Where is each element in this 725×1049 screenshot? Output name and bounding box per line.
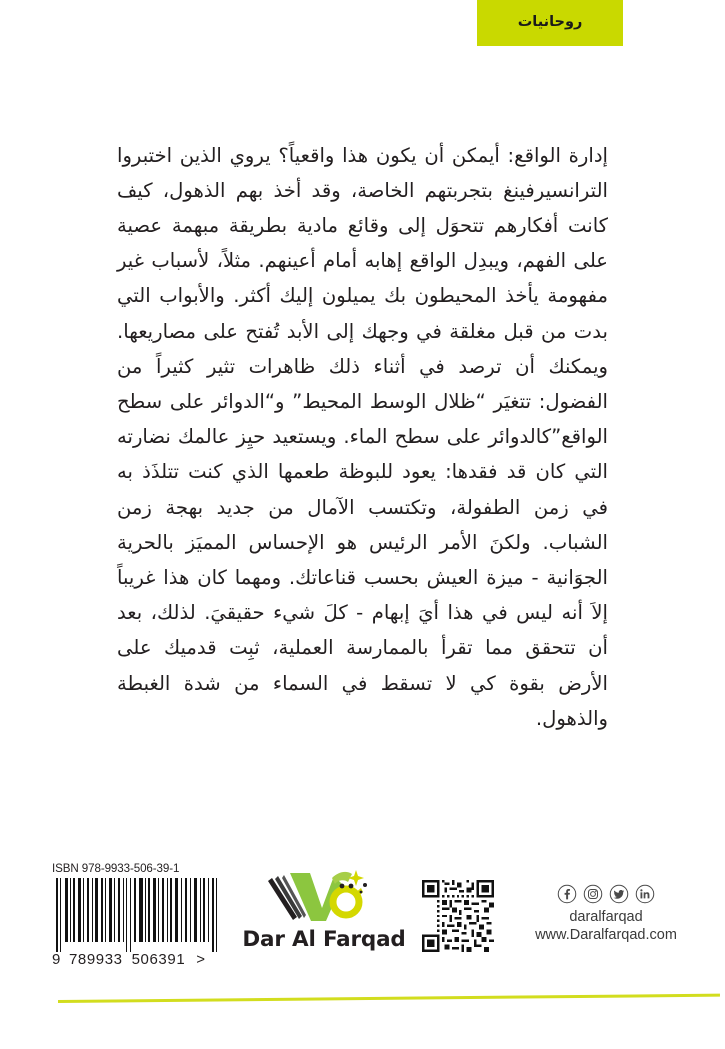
category-banner [477,0,623,46]
barcode-digits [52,951,230,968]
qr-code-block[interactable] [422,880,494,952]
barcode-digit-group1: 789933 [68,951,123,968]
barcode-digit-lead: 9 [52,951,61,968]
instagram-icon[interactable] [583,884,603,904]
website-url[interactable]: www.Daralfarqad.com [535,927,677,944]
facebook-icon[interactable] [557,884,577,904]
social-icons-row [508,884,704,904]
barcode-digit-trailing: > [196,951,206,968]
isbn-label: ISBN 978-9933-506-39-1 [52,862,180,875]
isbn-block [52,862,230,968]
publisher-name: Dar Al Farqad [242,927,406,952]
social-handle: daralfarqad [569,909,643,925]
linkedin-icon[interactable] [635,884,655,904]
footer [0,858,725,998]
qr-code-icon[interactable] [422,880,494,952]
barcode-image [52,878,222,952]
twitter-icon[interactable] [609,884,629,904]
category-label: روحانيات [517,13,583,30]
barcode-digit-group2: 506391 [131,951,186,968]
publisher-block [236,866,412,952]
open-book-v-logo-icon [266,866,382,926]
blurb-text: إدارة الواقع: أيمكن أن يكون هذا واقعياً؟ يروي الذين اختبروا الترانسيرفينغ بتجربتهم الخاصة، وقد أخذ بهم الذهول، كيف كانت أفكارهم تتحوَل إلى وقائع مادية بطريقة مبهمة عصية على الفهم، ويبدِل الواقع إهابه أمام أعينهم. مثلاً، لأسباب غير مفهومة يأخذ المحيطون بك يميلون إليك أكثر. والأبواب التي بدت من قبل مغلقة في وجهك إلى الأبد تُفتح على مصاريعها. ويمكنك أن ترصد في أثناء ذلك ظاهرات تثير كثيراً من الفضول: تتغيَر “ظلال الوسط المحيط” و“الدوائر على سطح الواقع”كالدوائر على سطح الماء. ويستعيد حيِز عالمك نضارته التي كان قد فقدها: يعود للبوظة طعمها الذي كنت تتلذَذ به في زمن الطفولة، وتكتسب الآمال من جديد بهجة زمن الشباب. ولكنَ الأمر الرئيس هو الإحساس المميَز بالحرية الجوَانية - ميزة العيش بحسب قناعاتك. ومهما كان هذا غريباً إلاَ أنه ليس في هذا أيَ إبهام - كلَ شيء حقيقيَ. لذلك، بعد أن تتحقق مما تقرأ بالممارسة العملية، ثبِت قدميك على الأرض بقوة كي لا تسقط في السماء من شدة الغبطة والذهول. [117,143,608,730]
social-block [508,884,704,944]
